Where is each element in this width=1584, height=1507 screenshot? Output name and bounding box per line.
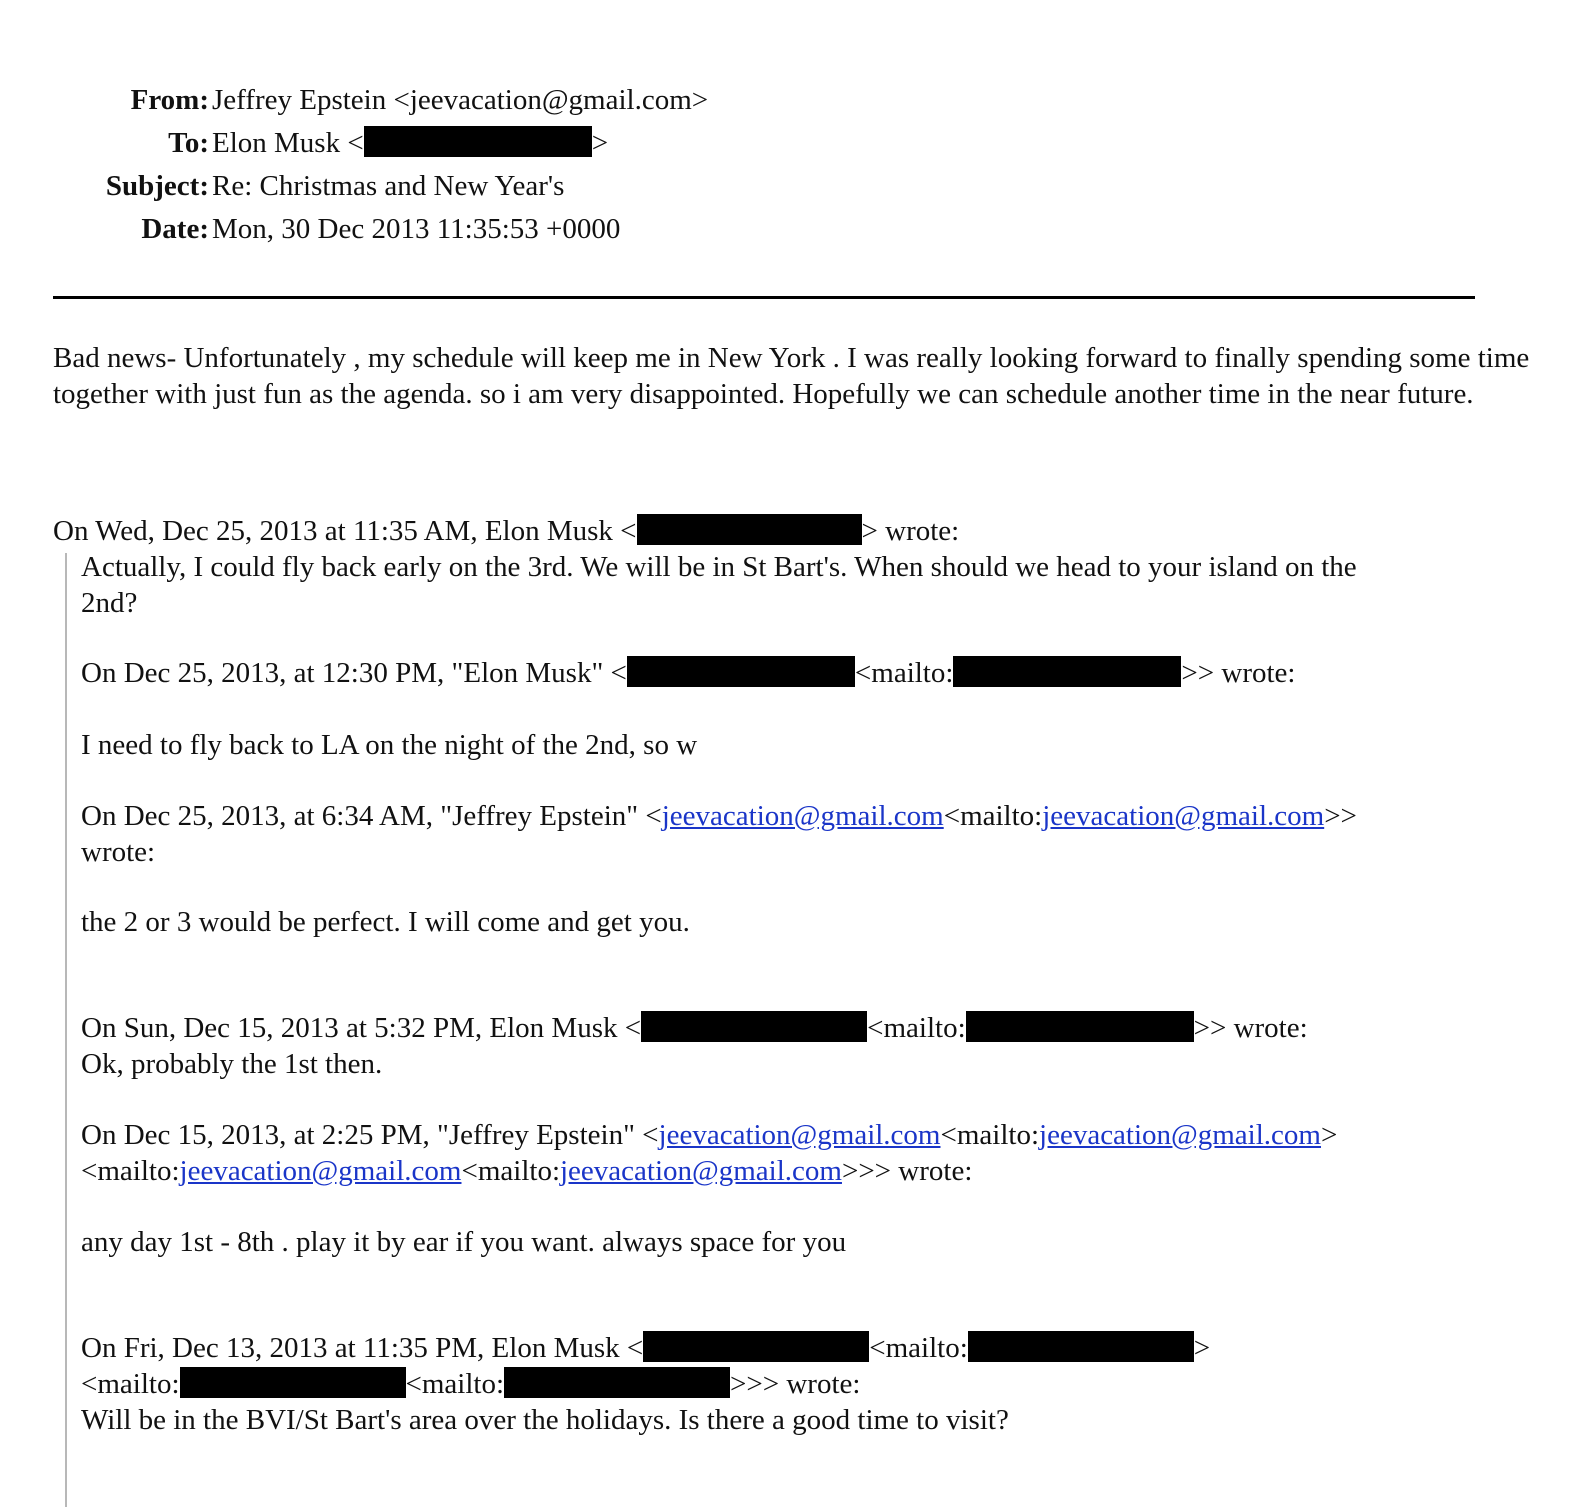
subject-value: Re: Christmas and New Year's [212,170,565,202]
from-label: From: [130,84,209,116]
to-close: > [591,127,609,159]
quote-text: Actually, I could fly back early on the 3rd. We will be in St Bart's. When should we head to your island on the [81,551,1357,583]
to-label: To: [168,127,209,159]
quote-indent-bar [65,553,67,1507]
email-link[interactable]: jeevacation@gmail.com [560,1155,842,1187]
redaction-box [641,1011,867,1042]
email-link[interactable]: jeevacation@gmail.com [661,800,944,832]
redaction-box [637,514,862,545]
quote-header-text: On Dec 25, 2013, at 6:34 AM, "Jeffrey Epstein" < [81,800,662,832]
email-link[interactable]: jeevacation@gmail.com [1042,800,1325,832]
quote-header-close: >> [1324,800,1357,832]
quote-header-wrote: >>> wrote: [841,1155,973,1187]
quote-header-wrote: >> wrote: [1181,657,1296,689]
mailto-text: <mailto: [869,1332,968,1364]
quote-header-text: On Dec 25, 2013, at 12:30 PM, "Elon Musk" < [81,657,627,689]
quote-text: Ok, probably the 1st then. [81,1048,383,1080]
email-link[interactable]: jeevacation@gmail.com [179,1155,462,1187]
mailto-text: <mailto: [940,1119,1040,1151]
quote-header [81,1117,1337,1153]
quote-header-close: > [1320,1119,1338,1151]
quote-header [81,1153,972,1189]
quote-text: I need to fly back to LA on the night of the 2nd, so w [81,729,698,761]
redaction-box [180,1367,406,1398]
quote-header [81,798,1357,834]
quote-header-text: On Dec 15, 2013, at 2:25 PM, "Jeffrey Epstein" < [81,1119,659,1151]
mailto-text: <mailto: [854,657,954,689]
to-value [212,125,608,161]
to-name: Elon Musk < [212,127,364,159]
from-value: Jeffrey Epstein <jeevacation@gmail.com> [212,84,709,116]
quote-header [81,655,1295,691]
email-link[interactable]: jeevacation@gmail.com [658,1119,941,1151]
mailto-text: <mailto: [867,1012,966,1044]
quote-header-wrote: >>> wrote: [730,1368,861,1400]
quote-text: any day 1st - 8th . play it by ear if you want. always space for you [81,1226,847,1258]
quote-header-wrote: >> wrote: [1193,1012,1308,1044]
quote-header-wrote: > wrote: [861,515,960,547]
redaction-box [504,1367,730,1398]
quote-text: 2nd? [81,587,138,619]
redaction-box [627,656,855,687]
quote-header [81,1010,1308,1046]
redaction-box [953,656,1181,687]
email-link[interactable]: jeevacation@gmail.com [1039,1119,1321,1151]
quote-header-text: On Wed, Dec 25, 2013 at 11:35 AM, Elon Musk < [53,515,637,547]
header-divider [53,296,1475,299]
quote-header [81,1330,1210,1366]
mailto-text: <mailto: [943,800,1043,832]
mailto-text: <mailto: [461,1155,560,1187]
date-value: Mon, 30 Dec 2013 11:35:53 +0000 [212,213,621,245]
subject-label: Subject: [105,170,209,202]
quote-header [81,1366,860,1402]
mailto-text: <mailto: [81,1368,180,1400]
quote-header-text: On Fri, Dec 13, 2013 at 11:35 PM, Elon Musk < [81,1332,644,1364]
quote-header [53,513,959,549]
quote-text: the 2 or 3 would be perfect. I will come and get you. [81,906,690,938]
quote-header-wrote: wrote: [81,836,156,868]
quote-header-close: > [1193,1332,1211,1364]
redaction-box [364,126,592,157]
quote-header-text: On Sun, Dec 15, 2013 at 5:32 PM, Elon Musk < [81,1012,642,1044]
redaction-box [643,1331,869,1362]
mailto-text: <mailto: [405,1368,505,1400]
redaction-box [966,1011,1194,1042]
date-label: Date: [141,213,209,245]
mailto-text: <mailto: [81,1155,180,1187]
quote-text: Will be in the BVI/St Bart's area over the holidays. Is there a good time to visit? [81,1404,1009,1436]
message-body: Bad news- Unfortunately , my schedule will keep me in New York . I was really looking forward to finally spending some time together with just fun as the agenda. so i am very disappointed. Hopefully we can schedule another time in the near future. [53,342,1530,410]
redaction-box [968,1331,1194,1362]
